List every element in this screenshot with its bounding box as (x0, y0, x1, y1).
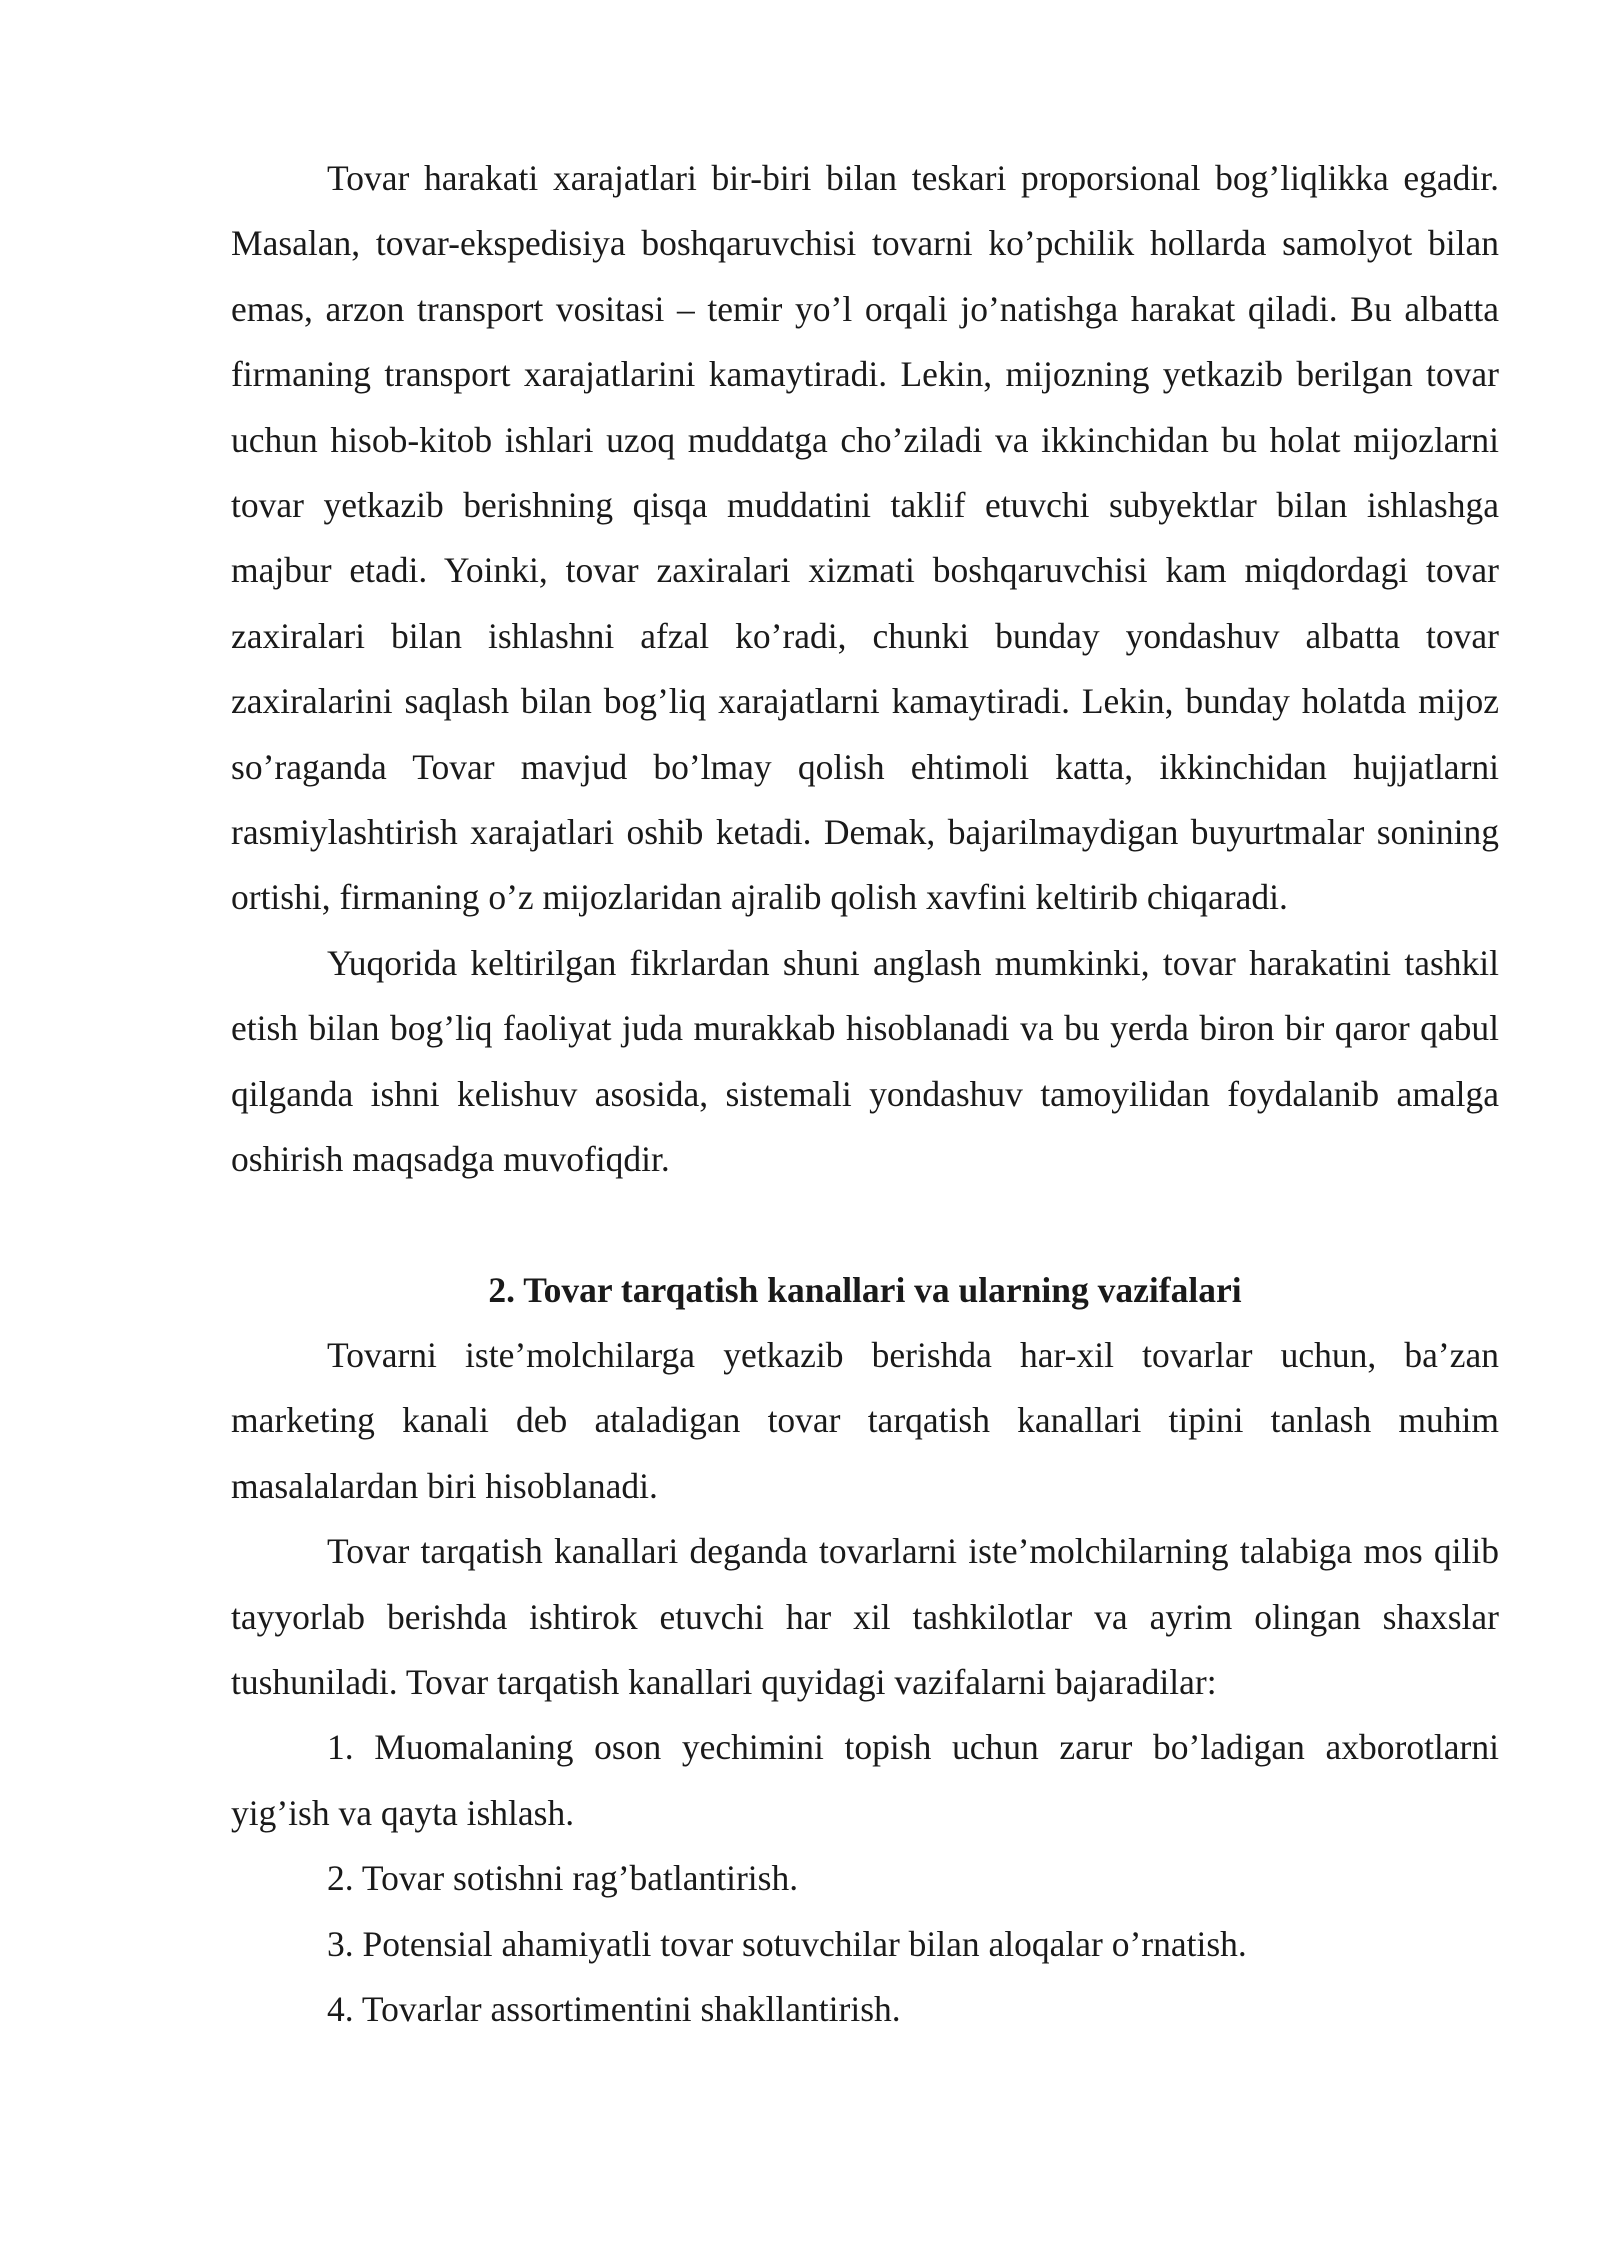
list-item-3: 3. Potensial ahamiyatli tovar sotuvchilar bilan aloqalar o’rnatish. (327, 1923, 1247, 1964)
list-item-1: 1. Muomalaning oson yechimini topish uchun zarur bo’ladigan axborotlarni yig’ish va qayta ishlash. (231, 1727, 1499, 1833)
document-body (231, 146, 1499, 2042)
section-spacer (231, 1193, 1499, 1258)
list-item-2: 2. Tovar sotishni rag’batlantirish. (327, 1858, 799, 1899)
paragraph-channel-definition: Tovar tarqatish kanallari deganda tovarlarni iste’molchilarning talabiga mos qilib tayyorlab berishda ishtirok etuvchi har xil tashkilotlar va ayrim olingan shaxslar tushuniladi. Tovar tarqatish kanallari quyidagi vazifalarni bajaradilar: (231, 1531, 1499, 1702)
list-item-4: 4. Tovarlar assortimentini shakllantirish. (327, 1988, 901, 2029)
paragraph-channel-choice: Tovarni iste’molchilarga yetkazib berishda har-xil tovarlar uchun, ba’zan marketing kanali deb ataladigan tovar tarqatish kanallari tipini tanlash muhim masalalardan biri hisoblanadi. (231, 1334, 1499, 1506)
paragraph-expense-tradeoffs: Tovar harakati xarajatlari bir-biri bilan teskari proporsional bog’liqlikka egadir. Masalan, tovar-ekspedisiya boshqaruvchisi tovarni ko’pchilik hollarda samolyot bilan emas, arzon transport vositasi – temir yo’l orqali jo’natishga harakat qiladi. Bu albatta firmaning transport xarajatlarini kamaytiradi. Lekin, mijozning yetkazib berilgan tovar uchun hisob-kitob ishlari uzoq muddatga cho’ziladi va ikkinchidan bu holat mijozlarni tovar yetkazib berishning qisqa muddatini taklif etuvchi subyektlar bilan ishlashga majbur etadi. Yoinki, tovar zaxiralari xizmati boshqaruvchisi kam miqdordagi tovar zaxiralari bilan ishlashni afzal ko’radi, chunki bunday yondashuv albatta tovar zaxiralarini saqlash bilan bog’liq xarajatlarni kamaytiradi. Lekin, bunday holatda mijoz so’raganda Tovar mavjud bo’lmay qolish ehtimoli katta, ikkinchidan hujjatlarni rasmiylashtirish xarajatlari oshib ketadi. Demak, bajarilmaydigan buyurtmalar sonining ortishi, firmaning o’z mijozlaridan ajralib qolish xavfini keltirib chiqaradi. (231, 158, 1499, 918)
section-heading: 2. Tovar tarqatish kanallari va ularning vazifalari (488, 1269, 1242, 1310)
paragraph-systemic-approach: Yuqorida keltirilgan fikrlardan shuni anglash mumkinki, tovar harakatini tashkil etish bilan bog’liq faoliyat juda murakkab hisoblanadi va bu yerda biron bir qaror qabul qilganda ishni kelishuv asosida, sistemali yondashuv tamoyilidan foydalanib amalga oshirish maqsadga muvofiqdir. (231, 942, 1499, 1180)
